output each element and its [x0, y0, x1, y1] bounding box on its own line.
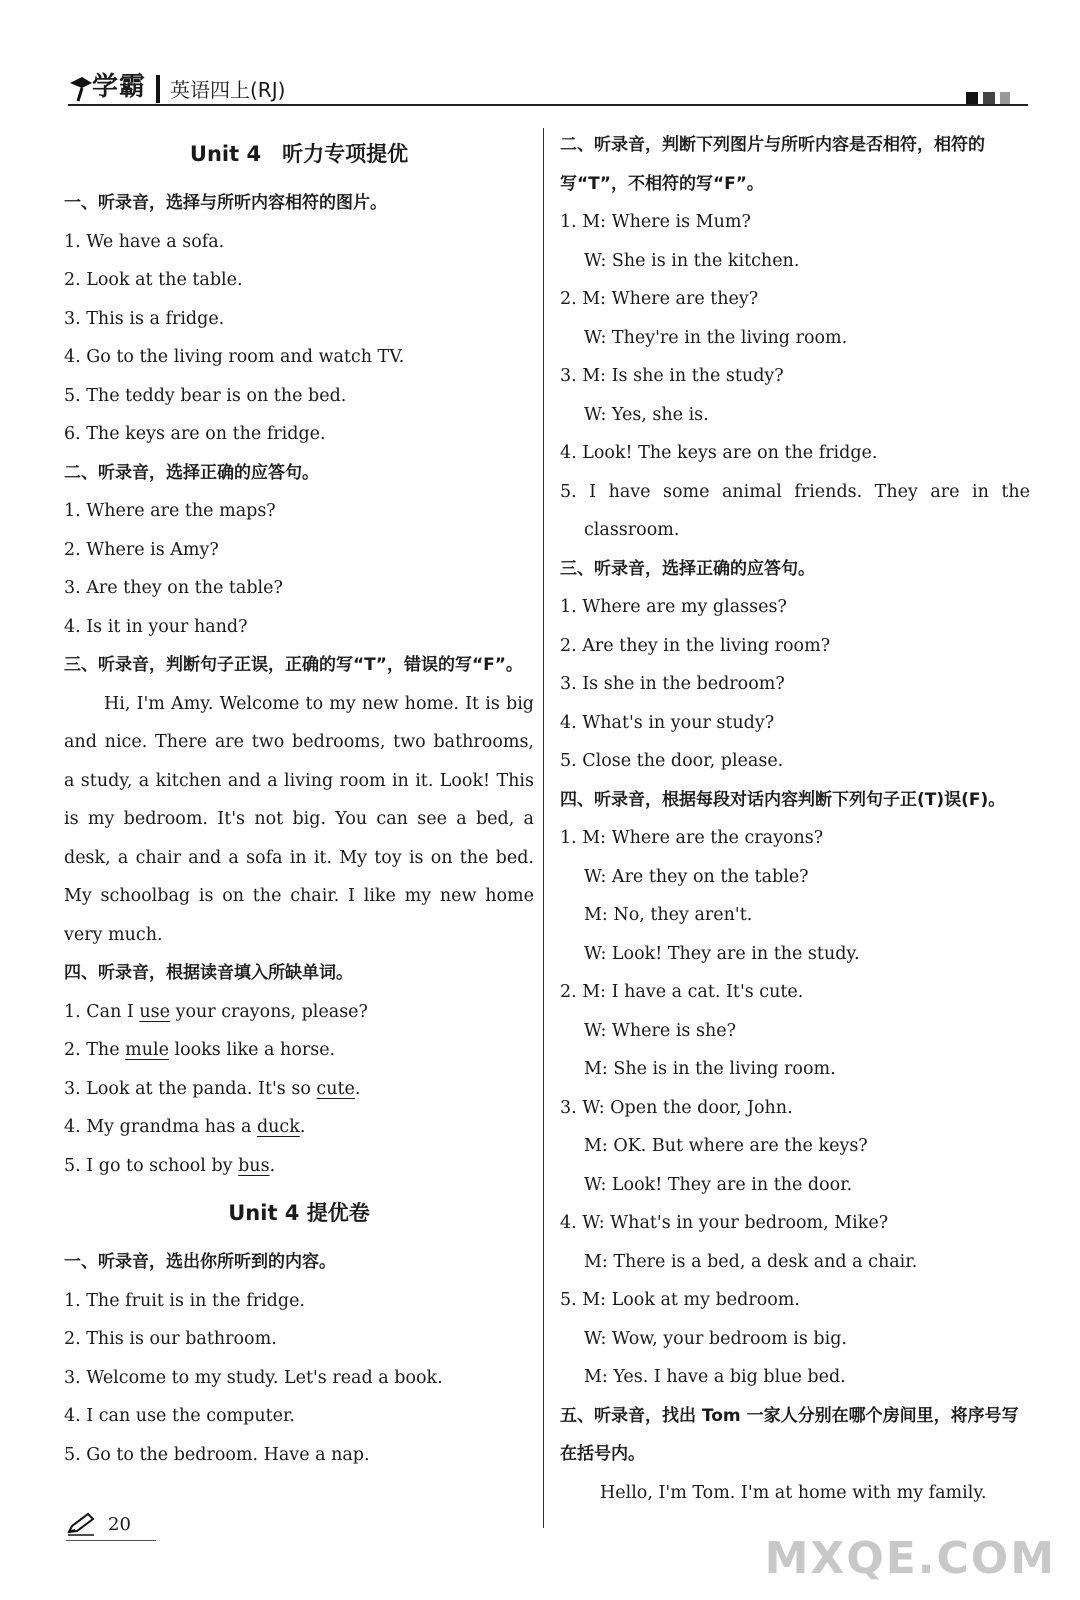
list-item: 1. We have a sofa.: [64, 231, 225, 252]
dialogue-item: 2. M: I have a cat. It's cute.: [560, 982, 804, 1002]
dialogue-list: [560, 819, 1030, 1397]
item-text: your crayons, please?: [170, 1001, 368, 1022]
list-item: 3. Is she in the bedroom?: [560, 674, 785, 694]
section-heading: 一、听录音，选择与所听内容相符的图片。: [64, 193, 387, 213]
list-item: 4. Go to the living room and watch TV.: [64, 347, 405, 367]
section-heading: 四、听录音，根据读音填入所缺单词。: [64, 963, 353, 983]
dialogue-reply: W: Wow, your bedroom is big.: [584, 1328, 847, 1349]
footer-rule: [66, 1540, 156, 1541]
fill-blank-item: [64, 1147, 534, 1186]
item-text: looks like a horse.: [168, 1040, 336, 1060]
list-item: 2. Are they in the living room?: [560, 635, 831, 656]
dialogue-reply: W: She is in the kitchen.: [584, 250, 800, 271]
page-header: [0, 0, 1080, 108]
list-item-continuation: classroom.: [584, 520, 680, 540]
list-item: 3. Are they on the table?: [64, 578, 283, 598]
answer-word: duck: [256, 1117, 300, 1137]
list-item: 4. I can use the computer.: [64, 1406, 295, 1426]
section-heading: 二、听录音，判断下列图片与所听内容是否相符，相符的写“T”，不相符的写“F”。: [560, 135, 985, 194]
list-item: 3. This is a fridge.: [64, 308, 225, 329]
list-item: 5. I have some animal friends. They are in the: [560, 481, 1030, 502]
fill-blank-item: [64, 1070, 534, 1109]
answer-word: cute: [316, 1078, 355, 1099]
item-text: .: [299, 1117, 306, 1137]
header-rule: [68, 104, 1028, 106]
list-item: 5. Go to the bedroom. Have a nap.: [64, 1444, 370, 1465]
dialogue-reply: W: Where is she?: [584, 1020, 736, 1041]
answer-word: bus: [238, 1155, 270, 1176]
section-heading: 三、听录音，选择正确的应答句。: [560, 558, 815, 579]
item-text: .: [269, 1155, 276, 1176]
dialogue-item: 3. W: Open the door, John.: [560, 1097, 793, 1118]
dialogue-item: 4. W: What's in your bedroom, Mike?: [560, 1213, 889, 1233]
section-heading: 二、听录音，选择正确的应答句。: [64, 462, 319, 483]
passage-start: Hello, I'm Tom. I'm at home with my family.: [600, 1482, 987, 1503]
pencil-icon: [66, 1512, 96, 1536]
book-title: 英语四上(RJ): [170, 78, 286, 102]
dialogue-reply: M: Yes. I have a big blue bed.: [584, 1367, 846, 1387]
unit-title: Unit 4 提优卷: [228, 1201, 370, 1225]
answer-word: mule: [125, 1040, 169, 1060]
item-text: 5. I go to school by: [64, 1155, 239, 1176]
list-item: 4. Is it in your hand?: [64, 616, 248, 637]
dialogue-reply: M: OK. But where are the keys?: [584, 1136, 868, 1156]
dialogue-reply: W: Yes, she is.: [584, 404, 709, 425]
dialogue-reply: W: Are they on the table?: [584, 866, 809, 887]
dialogue-reply: W: Look! They are in the study.: [584, 943, 860, 964]
passage-text: Hi, I'm Amy. Welcome to my new home. It is big and nice. There are two bedrooms, two bathrooms, a study, a kitchen and a living room in it. Look! This is my bedroom. It's not big. You can see a bed, a desk, a chair and a sofa in it. My toy is on the bed. My schoolbag is on the chair. I like my new home very much.: [64, 693, 534, 945]
item-text: 2. The: [64, 1040, 126, 1060]
dialogue-reply: W: Look! They are in the door.: [584, 1174, 853, 1195]
graduation-cap-icon: [68, 73, 92, 103]
list-item: 2. This is our bathroom.: [64, 1329, 277, 1349]
logo-text: 学霸: [92, 72, 147, 102]
dialogue-reply: M: She is in the living room.: [584, 1059, 836, 1079]
list-item: 4. What's in your study?: [560, 712, 775, 733]
dialogue-reply: M: There is a bed, a desk and a chair.: [584, 1251, 918, 1272]
section-heading: 五、听录音，找出 Tom 一家人分别在哪个房间里，将序号写在括号内。: [560, 1405, 1019, 1464]
dialogue-item: 1. M: Where are the crayons?: [560, 828, 824, 848]
watermark-text: MXQE.COM: [764, 1533, 1056, 1584]
list-item: 5. Close the door, please.: [560, 751, 784, 771]
unit-title: Unit 4 听力专项提优: [189, 142, 409, 166]
page-number: 20: [108, 1513, 131, 1535]
section-heading: 三、听录音，判断句子正误，正确的写“T”，错误的写“F”。: [64, 655, 523, 675]
list-item: 1. Where are my glasses?: [560, 597, 787, 617]
section-heading: 一、听录音，选出你所听到的内容。: [64, 1252, 336, 1272]
dialogue-item: 3. M: Is she in the study?: [560, 366, 784, 386]
brand-logo: [68, 66, 160, 103]
list-item: 3. Welcome to my study. Let's read a book.: [64, 1367, 443, 1388]
list-item: 2. Look at the table.: [64, 270, 243, 290]
dialogue-item: 5. M: Look at my bedroom.: [560, 1290, 800, 1310]
dialogue-item: 2. M: Where are they?: [560, 289, 759, 309]
answer-word: use: [139, 1001, 171, 1022]
dialogue-item: 4. Look! The keys are on the fridge.: [560, 443, 878, 463]
dialogue-list: [560, 203, 1030, 473]
reading-passage: [64, 685, 534, 955]
fill-blank-item: [64, 1031, 534, 1070]
column-divider: [543, 128, 544, 1528]
list-item: 1. Where are the maps?: [64, 501, 276, 521]
fill-blank-item: [64, 1108, 534, 1147]
decor-square: [1000, 92, 1010, 104]
section-heading: 四、听录音，根据每段对话内容判断下列句子正(T)误(F)。: [560, 789, 1006, 810]
list-item: 2. Where is Amy?: [64, 539, 219, 560]
left-column: [64, 126, 534, 1474]
dialogue-reply: W: They're in the living room.: [584, 327, 848, 348]
right-column: [560, 126, 1030, 1512]
item-text: 3. Look at the panda. It's so: [64, 1078, 317, 1099]
dialogue-item: 1. M: Where is Mum?: [560, 212, 751, 232]
decor-square: [983, 92, 995, 104]
item-text: .: [354, 1078, 361, 1099]
logo-divider: [156, 75, 160, 103]
page-footer: [66, 1512, 131, 1536]
list-item: 5. The teddy bear is on the bed.: [64, 385, 347, 406]
dialogue-reply: M: No, they aren't.: [584, 905, 753, 925]
item-text: 1. Can I: [64, 1001, 140, 1022]
item-text: 4. My grandma has a: [64, 1117, 257, 1137]
list-item: 1. The fruit is in the fridge.: [64, 1290, 305, 1311]
list-item: 6. The keys are on the fridge.: [64, 424, 326, 444]
fill-blank-item: [64, 993, 534, 1032]
decor-square: [966, 92, 978, 104]
